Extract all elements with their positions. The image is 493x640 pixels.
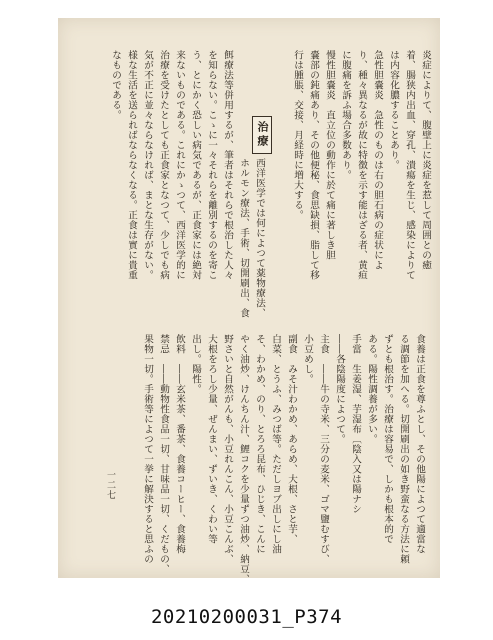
text-line: 禁忌 ――動物性食品一切、甘味品一切、くだもの、	[158, 334, 169, 574]
text-line: に腹痛を訴ふ場合多数あり。	[340, 50, 351, 180]
text-line: ――各陰陽度によつて。	[334, 334, 345, 444]
text-line: 食養は正食を尊ふとし、その他陽によつて適當な	[414, 334, 425, 554]
text-line: 主食 ――牛の寺米、三分の麦米、ゴマ鹽むすび、	[318, 334, 329, 564]
text-line: ずとも根治す。治療は容易で、しかも根本的で	[382, 334, 393, 544]
text-line: 果物一切。手術等によつて一挙に解決すると思ふの	[142, 334, 153, 564]
text-line: る調節を加へる。切開刷出の如き野蛮なる方法に頼	[398, 334, 409, 564]
text-line: を知らない。こゝに一々それらを離別するのを寄こ	[206, 50, 217, 280]
text-line: 急性胆嚢炎 急性のものは右の胆石病の症状によ	[372, 50, 383, 270]
text-line: 白菜、とうふ、みつば等。ただしヨブ出しにし油	[270, 334, 281, 554]
text-line: り、種々異なるが故に特徴を示す能はざる者、黄疸	[356, 50, 367, 280]
image-caption: 20210200031_P374	[150, 606, 343, 628]
text-line: 西洋医学では何によつて薬物療法、	[254, 158, 265, 318]
page-number: 一二七	[105, 470, 115, 500]
text-line: 大根をろし少量、ぜんまい、ずいき、くわい等	[206, 334, 217, 544]
text-line: やく油炒、けんちん汁、鯉コクを少量ずつ油炒、納豆、	[238, 334, 249, 584]
text-line: 来ないものである。これにかゝつて、西洋医学的に	[174, 50, 185, 280]
text-line: 慢性胆嚢炎 直立位の動作に於て痛に著しき胆	[324, 50, 335, 260]
text-line: 副食 みそ汁わかめ、あらめ、大根、さと芋、	[286, 334, 297, 544]
text-line: 行は腫脹、交接、月経時に増大する。	[292, 50, 303, 220]
section-title-treatment: 治療	[252, 116, 272, 154]
text-line: ホルモン療法、手術、切開刷出、食	[238, 158, 249, 318]
text-line: 小豆めし。	[302, 334, 313, 384]
text-line: は内容化膿することあり。	[388, 50, 399, 170]
text-line: 出し。陽性。	[190, 334, 201, 394]
text-line: 治療を受けたとしても正食家となつて、少しでも病	[158, 50, 169, 280]
text-line: 炎症によりて、腹壁上に炎症を惹して周囲との癒	[420, 50, 431, 270]
document-page	[58, 18, 440, 584]
text-line: なものである。	[110, 50, 121, 120]
text-line: 嚢部の鈍痛あり、その他便秘、食思缺損、脂して移	[308, 50, 319, 280]
text-line: 手當 生姜湿、芋湿布〔陰入又は陽ナシ	[350, 334, 361, 514]
text-line: 野さいと自然がんも、小豆れんこん、小豆こんぶ、	[222, 334, 233, 564]
text-line: 様な生活を送らればならなくなる。正食は實に貴重	[126, 50, 137, 280]
text-line: 飲料 ――玄米茶、番茶、食養コーヒー、食養梅	[174, 334, 185, 554]
text-line: 気が不正に並々ならなければ、まとな生存がない。	[142, 50, 153, 280]
text-line: う、とにかく恐しい病気であるが、正食家には絶対	[190, 50, 201, 280]
text-line: 餌療法等併用するが、筆者はそれらで根治した人々	[222, 50, 233, 280]
text-line: ある。陽性調養が多い。	[366, 334, 377, 444]
text-line: 着、腸狭内出血、穿孔、潰瘍を生じ、感染によりて	[404, 50, 415, 280]
text-line: そ、わかめ、のり、とろろ昆布、ひじき、こんに	[254, 334, 265, 554]
